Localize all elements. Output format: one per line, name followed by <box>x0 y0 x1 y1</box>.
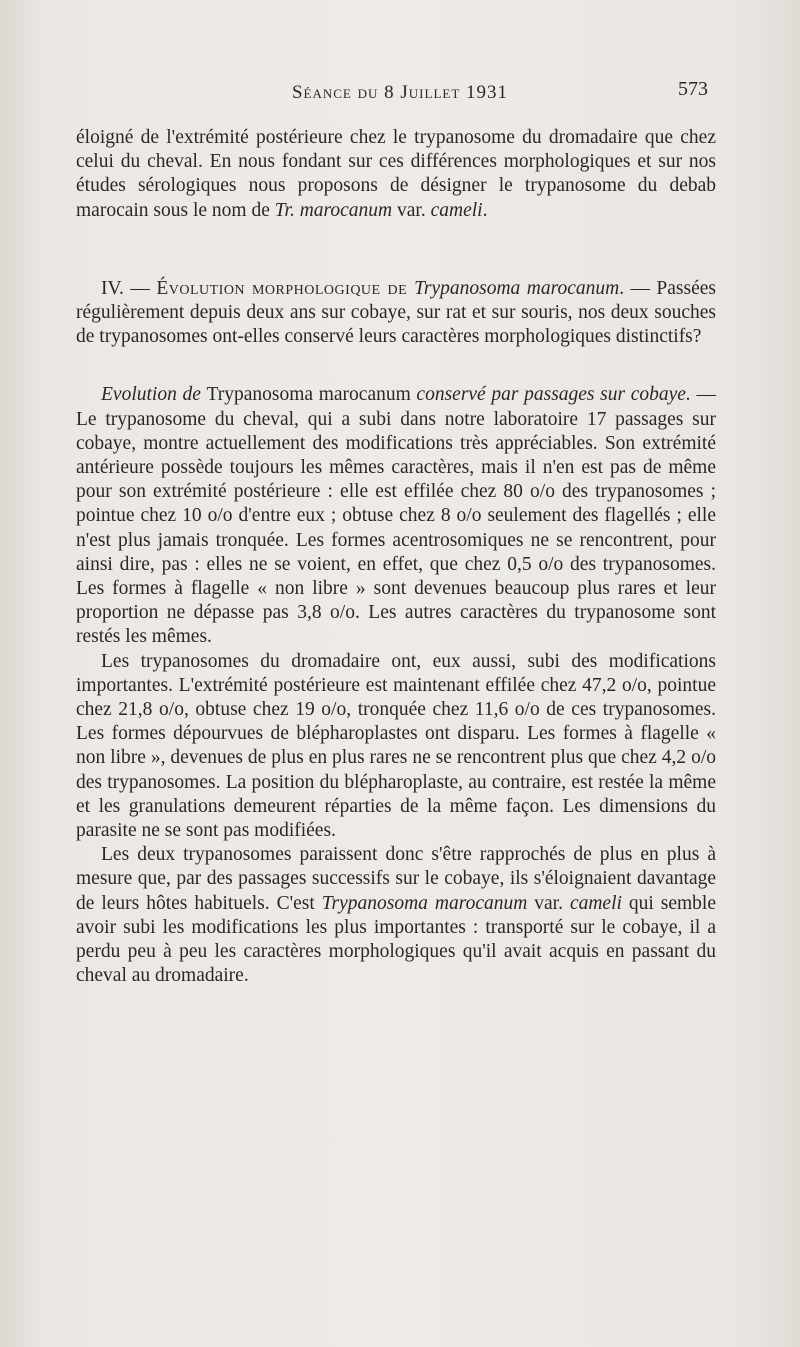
paragraph-5-variety: cameli <box>569 892 622 914</box>
section-title-species: Trypanosoma marocanum <box>414 277 620 299</box>
paragraph-3-text: — Le trypanosome du cheval, qui a subi dans notre laboratoire 17 passages sur cobaye, montre actuellement des modifications très appréciables. Son extrémité antérieure possède toujours les mêmes caractères, mais il n'en est pas de même pour son extrémité postérieure : elle est effilée chez 80 o/o des trypanosomes ; pointue chez 10 o/o d'entre eux ; obtuse chez 8 o/o seulement des flagellés ; elle n'est plus jamais tronquée. Les formes acentrosomiques ne se rencontrent, pour ainsi dire, pas : elles ne se voient, en effet, que chez 0,5 o/o des trypanosomes. Les formes à flagelle « non libre » sont devenues beaucoup plus rares et leur proportion ne dépasse pas 3,8 o/o. Les autres caractères du trypanosome sont restés les mêmes. <box>76 384 716 648</box>
body-text <box>76 126 716 989</box>
paragraph-5 <box>76 843 716 988</box>
paragraph-5-text-a: Les deux trypanosomes paraissent donc s'être rapprochés de plus en plus à mesure que, par des passages successifs sur le cobaye, ils s'éloignaient davantage de leurs hôtes habituels. C'est <box>76 844 716 914</box>
section-spacer <box>76 223 716 277</box>
paragraph-2-text: — Passées régulièrement depuis deux ans sur cobaye, sur rat et sur souris, nos deux souches de trypanosomes ont-elles conservé leurs caractères morphologiques distinctifs? <box>76 277 717 348</box>
section-number: IV. — <box>101 277 157 299</box>
paragraph-5-species: Trypanosoma marocanum <box>321 892 528 914</box>
paragraph-1-text: éloigné de l'extrémité postérieure chez le trypanosome du dromadaire que chez celui du cheval. En nous fondant sur ces différences morphologiques et sur nos études sérologiques nous proposons de désigner le trypanosome du debab marocain sous le nom de <box>76 127 716 221</box>
subsection-title-a: Evolution de <box>101 384 207 406</box>
paragraph-1-variety: cameli <box>430 199 483 221</box>
section-title-end: . <box>619 277 625 299</box>
subsection-title-species: Trypanosoma marocanum <box>206 384 411 406</box>
paragraph-3 <box>76 383 716 649</box>
paragraph-1-var: var. <box>392 199 431 221</box>
paragraph-5-text-c: qui semble avoir subi les modifications les plus importantes : transporté sur le cobaye, il a perdu peu à peu les caractères morphologiques qu'il avait acquis en passant du cheval au dromadaire. <box>76 892 716 987</box>
paragraph-1-end: . <box>482 199 488 221</box>
paragraph-1 <box>76 126 716 223</box>
section-title: Évolution morphologique de <box>156 277 415 299</box>
subsection-spacer <box>76 349 716 383</box>
page-number: 573 <box>678 78 708 100</box>
running-title: Séance du 8 Juillet 1931 <box>291 82 509 103</box>
section-iv-paragraph <box>76 277 716 350</box>
paragraph-4: Les trypanosomes du dromadaire ont, eux aussi, subi des modifications importantes. L'extrémité postérieure est maintenant effilée chez 47,2 o/o, pointue chez 21,8 o/o, obtuse chez 19 o/o, tronquée chez 11,6 o/o de ces trypanosomes. Les formes dépourvues de blépharoplastes ont disparu. Les formes à flagelle « non libre », devenues de plus en plus rares ne se rencontrent plus que chez 4,2 o/o des trypanosomes. La position du blépharoplaste, au contraire, est restée la même et les granulations demeurent réparties de la même façon. Les dimensions du parasite ne se sont pas modifiées. <box>76 650 716 842</box>
paragraph-5-var: var. <box>527 892 570 914</box>
paragraph-1-species: Tr. marocanum <box>274 199 393 221</box>
subsection-title-b: conservé par passages sur cobaye. <box>410 384 691 406</box>
